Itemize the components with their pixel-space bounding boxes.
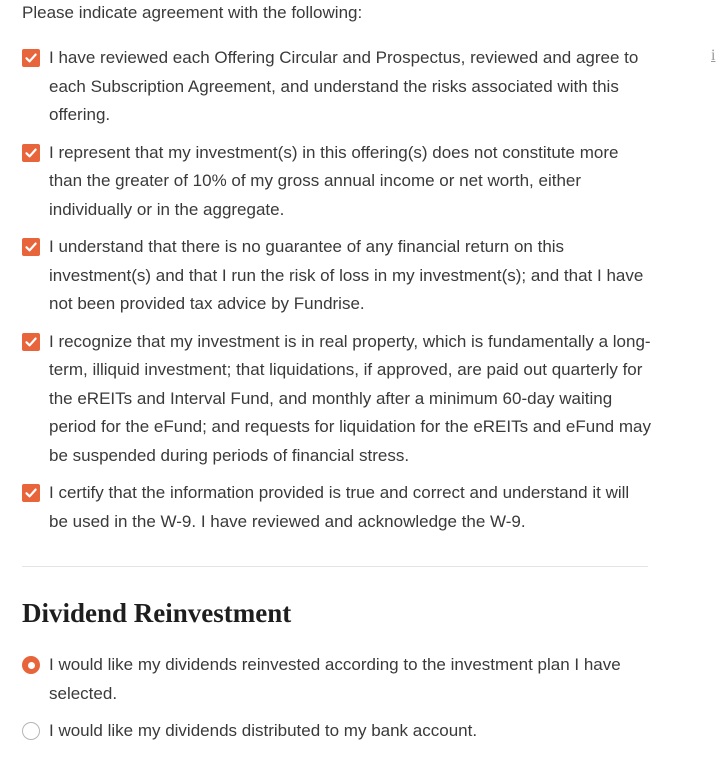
checkmark-icon <box>24 240 38 254</box>
radio-unselected-icon[interactable] <box>22 722 40 740</box>
dividend-reinvestment-title: Dividend Reinvestment <box>22 598 292 628</box>
agreement-item-no-guarantee[interactable] <box>22 233 652 319</box>
section-divider <box>22 566 648 567</box>
checkbox-checked-icon[interactable] <box>22 238 40 256</box>
agreement-list <box>22 44 652 545</box>
agreement-text: I have reviewed each Offering Circular and Prospectus, reviewed and agree to each Subscription Agreement, and understand the risks associated with this offering. <box>49 48 639 124</box>
agreement-item-offering-circular[interactable] <box>22 44 652 130</box>
agreement-item-w9-certification[interactable] <box>22 479 652 536</box>
dividend-option-label: I would like my dividends distributed to my bank account. <box>49 721 478 740</box>
checkmark-icon <box>24 335 38 349</box>
agreement-text: I represent that my investment(s) in this offering(s) does not constitute more than the greater of 10% of my gross annual income or net worth, either individually or in the aggregate. <box>49 142 619 219</box>
agreement-text: I certify that the information provided is true and correct and understand it will be used in the W-9. I have reviewed and acknowledge the W-9. <box>49 483 630 531</box>
checkbox-checked-icon[interactable] <box>22 144 40 162</box>
checkbox-checked-icon[interactable] <box>22 333 40 351</box>
checkmark-icon <box>24 51 38 65</box>
dividend-options <box>22 651 652 755</box>
info-icon[interactable]: i <box>711 47 716 64</box>
agreement-intro: Please indicate agreement with the following: <box>22 3 363 22</box>
agreement-item-investment-limit[interactable] <box>22 139 652 225</box>
dividend-option-reinvest[interactable] <box>22 651 652 708</box>
checkmark-icon <box>24 146 38 160</box>
radio-dot <box>28 662 35 669</box>
agreement-item-illiquid-investment[interactable] <box>22 328 652 471</box>
radio-selected-icon[interactable] <box>22 656 40 674</box>
checkbox-checked-icon[interactable] <box>22 49 40 67</box>
dividend-option-distribute[interactable] <box>22 717 652 746</box>
checkmark-icon <box>24 486 38 500</box>
agreement-text: I understand that there is no guarantee of any financial return on this investment(s) and that I run the risk of loss in my investment(s); and that I have not been provided tax advice by Fundrise. <box>49 237 644 313</box>
dividend-option-label: I would like my dividends reinvested according to the investment plan I have selected. <box>49 655 621 703</box>
checkbox-checked-icon[interactable] <box>22 484 40 502</box>
agreement-text: I recognize that my investment is in real property, which is fundamentally a long-term, illiquid investment; that liquidations, if approved, are paid out quarterly for the eREITs and Interval Fund, and monthly after a minimum 60-day waiting period for the eFund; and requests for liquidation for the eREITs and eFund may be suspended during periods of financial stress. <box>49 331 651 465</box>
